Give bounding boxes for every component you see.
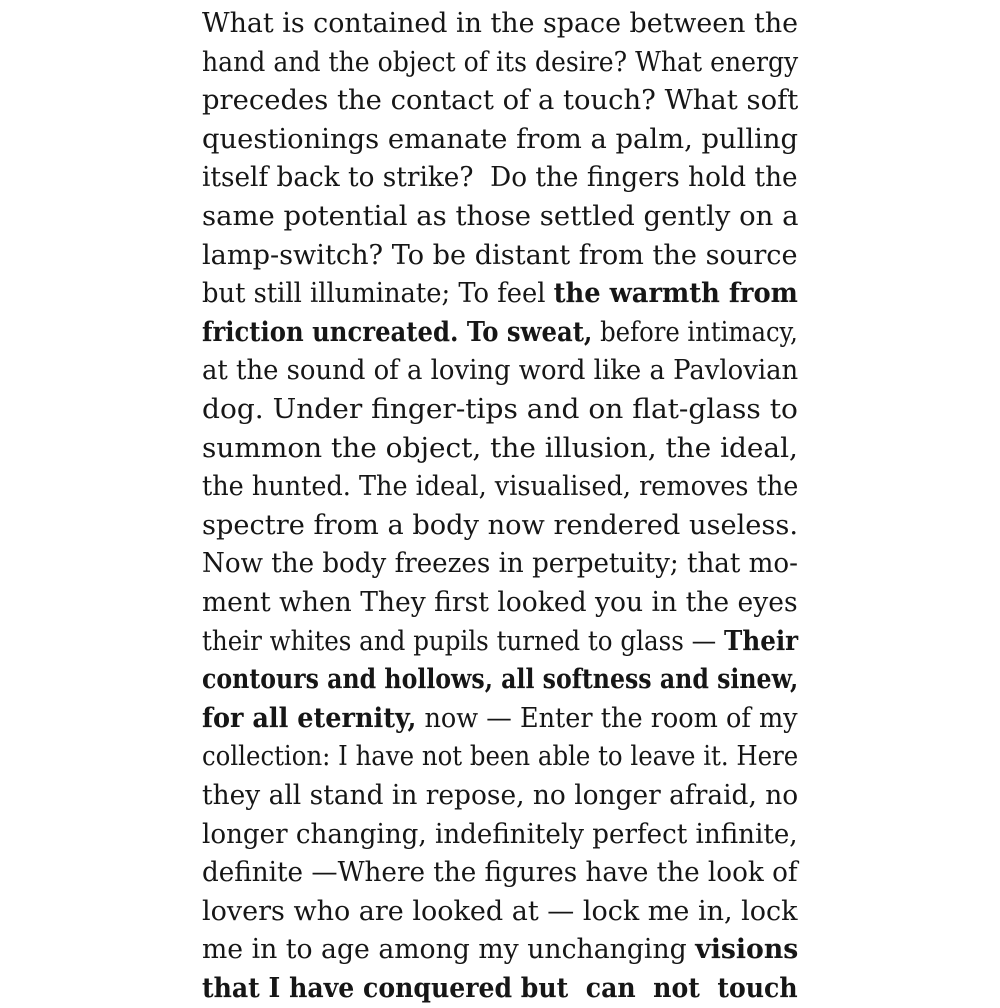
bold-text-run: for all eternity,	[202, 702, 417, 734]
text-line	[202, 159, 798, 197]
text-line	[202, 931, 798, 969]
text-line	[202, 275, 798, 313]
text-run: spectre from a body now rendered useless.	[202, 509, 798, 541]
text-line	[202, 430, 798, 468]
text-run: at the sound of a loving word like a Pavlovian	[202, 355, 799, 387]
text-run: now — Enter the room of my	[416, 702, 798, 734]
bold-text-run: contours and hollows, all softness and sinew,	[202, 664, 799, 696]
text-run: their whites and pupils turned to glass —	[202, 625, 725, 657]
bold-text-run: the warmth from	[553, 278, 798, 310]
bold-text-run: visions	[695, 934, 799, 966]
text-line	[202, 623, 798, 661]
text-run: lamp-switch? To be distant from the source	[202, 239, 798, 271]
text-run: ment when They first looked you in the eyes	[202, 587, 798, 618]
text-run: collection: I have not been able to leave it. Here	[202, 741, 799, 773]
text-line	[202, 468, 798, 506]
text-line	[202, 545, 798, 583]
text-run: me in to age among my unchanging	[202, 934, 696, 966]
text-run: but still illuminate; To feel	[202, 278, 554, 310]
text-run: longer changing, indefinitely perfect infinite,	[202, 818, 798, 850]
text-run: What is contained in the space between the	[202, 8, 799, 39]
text-line	[202, 777, 798, 815]
text-line	[202, 854, 798, 892]
text-run: lovers who are looked at — lock me in, lock	[202, 895, 798, 927]
text-run: questionings emanate from a palm, pulling	[202, 123, 799, 155]
text-line	[202, 391, 798, 429]
text-run: definite —Where the figures have the look of	[202, 857, 798, 889]
text-line	[202, 44, 798, 82]
text-line	[202, 352, 798, 390]
bold-text-run: Their	[724, 625, 799, 657]
text-run: summon the object, the illusion, the ideal,	[202, 432, 798, 464]
text-line	[202, 314, 798, 352]
text-line	[202, 970, 798, 1008]
text-run: hand and the object of its desire? What energy	[202, 46, 799, 78]
text-run: they all stand in repose, no longer afraid, no	[202, 780, 799, 811]
text-line	[202, 121, 798, 159]
text-line	[202, 816, 798, 854]
text-line	[202, 661, 798, 699]
text-line	[202, 5, 798, 43]
bold-text-run: friction uncreated. To sweat,	[202, 316, 593, 348]
text-line	[202, 82, 798, 120]
text-run: precedes the contact of a touch? What soft	[202, 85, 799, 117]
text-run: same potential as those settled gently on a	[202, 201, 799, 232]
text-run: dog. Under finger-tips and on flat-glass to	[202, 394, 798, 425]
text-line	[202, 893, 798, 931]
text-run: Now the body freezes in perpetuity; that mo-	[202, 548, 798, 580]
text-line	[202, 738, 798, 776]
text-run: the hunted. The ideal, visualised, removes the	[202, 471, 799, 503]
bold-text-run: that I have conquered but can not touch	[202, 973, 798, 1004]
text-line	[202, 507, 798, 545]
text-run: before intimacy,	[592, 316, 798, 348]
text-line	[202, 237, 798, 275]
text-line	[202, 198, 798, 236]
text-line	[202, 700, 798, 738]
text-line	[202, 584, 798, 622]
text-run: itself back to strike? Do the fingers hold the	[202, 162, 798, 194]
